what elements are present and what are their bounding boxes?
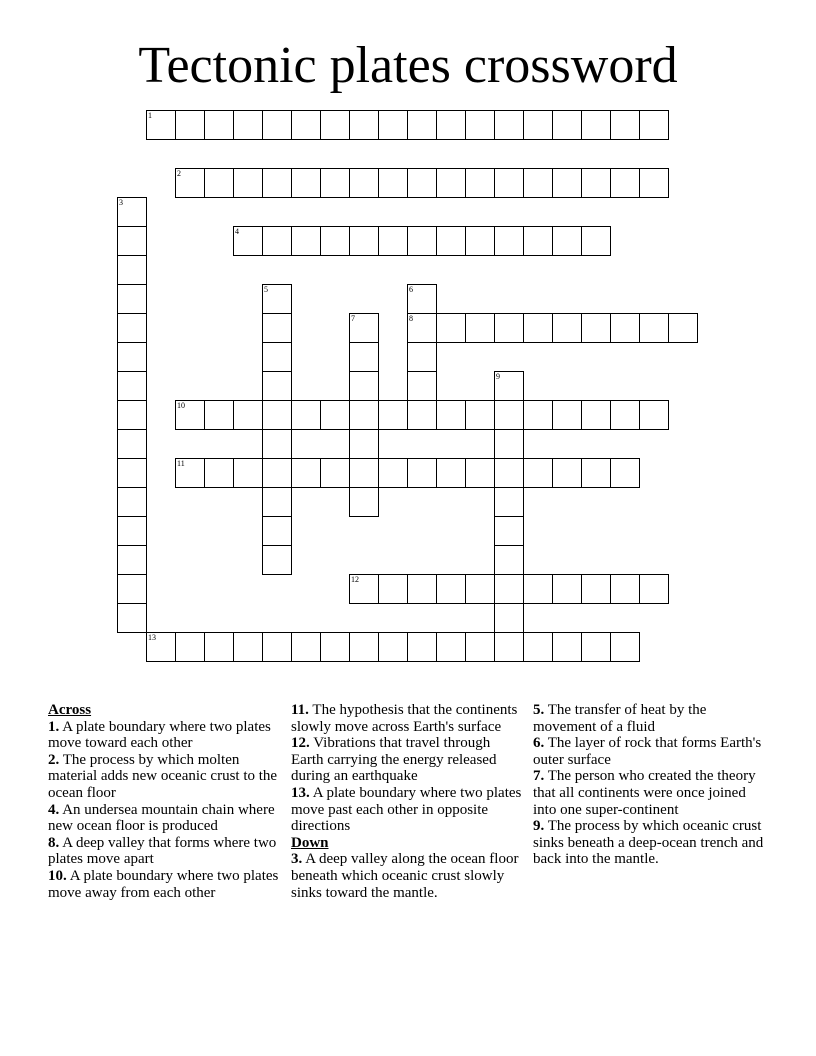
clue-number: 4. [48, 801, 60, 818]
grid-cell[interactable] [117, 313, 147, 343]
grid-cell[interactable] [639, 313, 669, 343]
clue-across-12 [291, 735, 526, 785]
cell-number: 1 [148, 111, 152, 120]
clue-down-5 [533, 702, 768, 735]
across-heading: Across [48, 702, 92, 718]
grid-cell[interactable] [262, 632, 292, 662]
grid-cell[interactable] [349, 458, 379, 488]
grid-cell[interactable] [233, 110, 263, 140]
cell-number: 4 [235, 227, 239, 236]
grid-cell[interactable] [291, 400, 321, 430]
clue-text: The person who created the theory that all continents were once joined into one super-continent [533, 768, 756, 818]
clue-number: 6. [533, 735, 545, 752]
clue-number: 1. [48, 718, 60, 735]
grid-cell[interactable] [291, 458, 321, 488]
grid-cell[interactable] [494, 168, 524, 198]
grid-cell[interactable] [320, 110, 350, 140]
clue-number: 8. [48, 834, 60, 851]
grid-cell[interactable] [407, 168, 437, 198]
grid-cell[interactable] [378, 632, 408, 662]
grid-cell[interactable] [262, 400, 292, 430]
down-heading: Down [291, 834, 329, 851]
grid-cell[interactable] [494, 313, 524, 343]
grid-cell[interactable] [494, 632, 524, 662]
grid-cell[interactable] [349, 429, 379, 459]
grid-cell[interactable] [175, 400, 205, 430]
clue-down-7 [533, 768, 768, 818]
grid-cell[interactable] [494, 371, 524, 401]
grid-cell[interactable] [146, 110, 176, 140]
grid-cell[interactable] [639, 168, 669, 198]
grid-cell[interactable] [407, 110, 437, 140]
grid-cell[interactable] [407, 342, 437, 372]
grid-cell[interactable] [465, 400, 495, 430]
cell-number: 5 [264, 285, 268, 294]
cell-number: 3 [119, 198, 123, 207]
grid-cell[interactable] [407, 632, 437, 662]
grid-cell[interactable] [262, 458, 292, 488]
cell-number: 13 [148, 633, 156, 642]
grid-cell[interactable] [610, 574, 640, 604]
grid-cell[interactable] [494, 487, 524, 517]
clue-text: The process by which molten material adds new oceanic crust to the ocean floor [48, 751, 278, 801]
clue-down-3 [291, 851, 526, 901]
grid-cell[interactable] [494, 110, 524, 140]
grid-cell[interactable] [465, 458, 495, 488]
grid-cell[interactable] [465, 168, 495, 198]
grid-cell[interactable] [610, 313, 640, 343]
clue-number: 13. [291, 784, 310, 801]
grid-cell[interactable] [117, 516, 147, 546]
grid-cell[interactable] [349, 632, 379, 662]
cell-number: 6 [409, 285, 413, 294]
clue-across-1 [48, 719, 283, 752]
grid-cell[interactable] [117, 284, 147, 314]
grid-cell[interactable] [523, 110, 553, 140]
grid-cell[interactable] [436, 226, 466, 256]
grid-cell[interactable] [117, 226, 147, 256]
grid-cell[interactable] [436, 400, 466, 430]
grid-cell[interactable] [291, 226, 321, 256]
grid-cell[interactable] [349, 168, 379, 198]
grid-cell[interactable] [233, 226, 263, 256]
grid-cell[interactable] [378, 226, 408, 256]
grid-cell[interactable] [610, 168, 640, 198]
grid-cell[interactable] [552, 574, 582, 604]
grid-cell[interactable] [436, 168, 466, 198]
clue-number: 3. [291, 851, 303, 868]
grid-cell[interactable] [552, 110, 582, 140]
puzzle-title: Tectonic plates crossword [138, 37, 678, 94]
grid-cell[interactable] [378, 458, 408, 488]
clue-text: A deep valley along the ocean floor beneath which oceanic crust slowly sinks toward the mantle. [291, 851, 519, 901]
clue-across-8 [48, 835, 283, 868]
grid-cell[interactable] [523, 632, 553, 662]
grid-cell[interactable] [494, 516, 524, 546]
clue-number: 11. [291, 702, 309, 718]
grid-cell[interactable] [117, 574, 147, 604]
grid-cell[interactable] [378, 574, 408, 604]
clue-text: A plate boundary where two plates move away from each other [48, 867, 279, 901]
grid-cell[interactable] [465, 632, 495, 662]
grid-cell[interactable] [436, 313, 466, 343]
grid-cell[interactable] [262, 545, 292, 575]
grid-cell[interactable] [465, 313, 495, 343]
grid-cell[interactable] [233, 458, 263, 488]
grid-cell[interactable] [117, 371, 147, 401]
clue-text: The layer of rock that forms Earth's outer surface [533, 735, 762, 768]
grid-cell[interactable] [523, 574, 553, 604]
clue-across-4 [48, 802, 283, 835]
cell-number: 8 [409, 314, 413, 323]
grid-cell[interactable] [610, 632, 640, 662]
grid-cell[interactable] [407, 226, 437, 256]
grid-cell[interactable] [349, 313, 379, 343]
grid-cell[interactable] [436, 574, 466, 604]
clue-text: The transfer of heat by the movement of a fluid [533, 702, 707, 735]
grid-cell[interactable] [175, 458, 205, 488]
grid-cell[interactable] [494, 400, 524, 430]
grid-cell[interactable] [291, 110, 321, 140]
grid-cell[interactable] [581, 458, 611, 488]
grid-cell[interactable] [146, 632, 176, 662]
grid-cell[interactable] [494, 226, 524, 256]
grid-cell[interactable] [117, 603, 147, 633]
grid-cell[interactable] [204, 168, 234, 198]
clue-across-13 [291, 785, 526, 835]
clue-number: 7. [533, 768, 545, 785]
clue-column-3 [533, 702, 768, 868]
grid-cell[interactable] [407, 284, 437, 314]
cell-number: 12 [351, 575, 359, 584]
cell-number: 11 [177, 459, 185, 468]
grid-cell[interactable] [407, 400, 437, 430]
grid-cell[interactable] [436, 458, 466, 488]
grid-cell[interactable] [494, 574, 524, 604]
grid-cell[interactable] [494, 429, 524, 459]
clue-text: Vibrations that travel through Earth carrying the energy released during an earthquake [291, 735, 497, 785]
grid-cell[interactable] [262, 110, 292, 140]
grid-cell[interactable] [639, 574, 669, 604]
grid-cell[interactable] [639, 110, 669, 140]
clue-text: The hypothesis that the continents slowly move across Earth's surface [291, 702, 518, 735]
grid-cell[interactable] [117, 487, 147, 517]
grid-cell[interactable] [610, 458, 640, 488]
grid-cell[interactable] [436, 632, 466, 662]
grid-cell[interactable] [407, 458, 437, 488]
grid-cell[interactable] [407, 574, 437, 604]
cell-number: 9 [496, 372, 500, 381]
grid-cell[interactable] [262, 487, 292, 517]
cell-number: 7 [351, 314, 355, 323]
grid-cell[interactable] [523, 226, 553, 256]
grid-cell[interactable] [175, 110, 205, 140]
grid-cell[interactable] [552, 400, 582, 430]
grid-cell[interactable] [262, 516, 292, 546]
clue-across-2 [48, 752, 283, 802]
grid-cell[interactable] [581, 313, 611, 343]
grid-cell[interactable] [117, 458, 147, 488]
grid-cell[interactable] [117, 429, 147, 459]
grid-cell[interactable] [581, 110, 611, 140]
grid-cell[interactable] [233, 400, 263, 430]
grid-cell[interactable] [465, 110, 495, 140]
grid-cell[interactable] [349, 110, 379, 140]
grid-cell[interactable] [117, 255, 147, 285]
clue-down-6 [533, 735, 768, 768]
grid-cell[interactable] [523, 458, 553, 488]
clue-column-2 [291, 702, 526, 901]
cell-number: 2 [177, 169, 181, 178]
grid-cell[interactable] [175, 632, 205, 662]
clue-number: 10. [48, 867, 67, 884]
grid-cell[interactable] [378, 110, 408, 140]
grid-cell[interactable] [204, 400, 234, 430]
grid-cell[interactable] [349, 487, 379, 517]
grid-cell[interactable] [494, 603, 524, 633]
grid-cell[interactable] [610, 400, 640, 430]
grid-cell[interactable] [581, 574, 611, 604]
grid-cell[interactable] [204, 632, 234, 662]
grid-cell[interactable] [378, 168, 408, 198]
grid-cell[interactable] [117, 197, 147, 227]
clue-column-1 [48, 702, 283, 901]
clue-number: 9. [533, 818, 545, 835]
grid-cell[interactable] [233, 632, 263, 662]
clue-number: 5. [533, 702, 545, 718]
grid-cell[interactable] [262, 429, 292, 459]
grid-cell[interactable] [233, 168, 263, 198]
grid-cell[interactable] [349, 342, 379, 372]
grid-cell[interactable] [175, 168, 205, 198]
grid-cell[interactable] [523, 168, 553, 198]
grid-cell[interactable] [523, 400, 553, 430]
grid-cell[interactable] [581, 226, 611, 256]
grid-cell[interactable] [262, 226, 292, 256]
grid-cell[interactable] [349, 400, 379, 430]
grid-cell[interactable] [436, 110, 466, 140]
grid-cell[interactable] [552, 313, 582, 343]
grid-cell[interactable] [320, 400, 350, 430]
grid-cell[interactable] [204, 110, 234, 140]
grid-cell[interactable] [407, 371, 437, 401]
grid-cell[interactable] [320, 168, 350, 198]
clue-number: 2. [48, 751, 60, 768]
grid-cell[interactable] [320, 458, 350, 488]
clue-list [48, 702, 778, 962]
clue-text: A plate boundary where two plates move past each other in opposite directions [291, 784, 522, 835]
clue-number: 12. [291, 735, 310, 752]
grid-cell[interactable] [465, 574, 495, 604]
grid-cell[interactable] [117, 342, 147, 372]
grid-cell[interactable] [581, 632, 611, 662]
grid-cell[interactable] [291, 168, 321, 198]
clue-across-11 [291, 702, 526, 735]
grid-cell[interactable] [262, 371, 292, 401]
grid-cell[interactable] [465, 226, 495, 256]
clue-across-10 [48, 868, 283, 901]
grid-cell[interactable] [552, 168, 582, 198]
grid-cell[interactable] [581, 168, 611, 198]
cell-number: 10 [177, 401, 185, 410]
grid-cell[interactable] [668, 313, 698, 343]
grid-cell[interactable] [581, 400, 611, 430]
grid-cell[interactable] [349, 574, 379, 604]
grid-cell[interactable] [117, 400, 147, 430]
grid-cell[interactable] [117, 545, 147, 575]
grid-cell[interactable] [349, 371, 379, 401]
grid-cell[interactable] [610, 110, 640, 140]
clue-text: A plate boundary where two plates move toward each other [48, 718, 271, 752]
clue-down-9 [533, 818, 768, 868]
grid-cell[interactable] [552, 458, 582, 488]
grid-cell[interactable] [494, 458, 524, 488]
grid-cell[interactable] [378, 400, 408, 430]
grid-cell[interactable] [552, 632, 582, 662]
grid-cell[interactable] [320, 226, 350, 256]
grid-cell[interactable] [262, 284, 292, 314]
grid-cell[interactable] [320, 632, 350, 662]
grid-cell[interactable] [494, 545, 524, 575]
clue-text: An undersea mountain chain where new ocean floor is produced [48, 801, 275, 835]
grid-cell[interactable] [262, 168, 292, 198]
grid-cell[interactable] [639, 400, 669, 430]
grid-cell[interactable] [262, 313, 292, 343]
grid-cell[interactable] [262, 342, 292, 372]
clue-text: The process by which oceanic crust sinks beneath a deep-ocean trench and back into the mantle. [533, 818, 764, 868]
grid-cell[interactable] [407, 313, 437, 343]
grid-cell[interactable] [349, 226, 379, 256]
clue-text: A deep valley that forms where two plates move apart [48, 834, 277, 868]
grid-cell[interactable] [552, 226, 582, 256]
grid-cell[interactable] [523, 313, 553, 343]
grid-cell[interactable] [204, 458, 234, 488]
grid-cell[interactable] [291, 632, 321, 662]
